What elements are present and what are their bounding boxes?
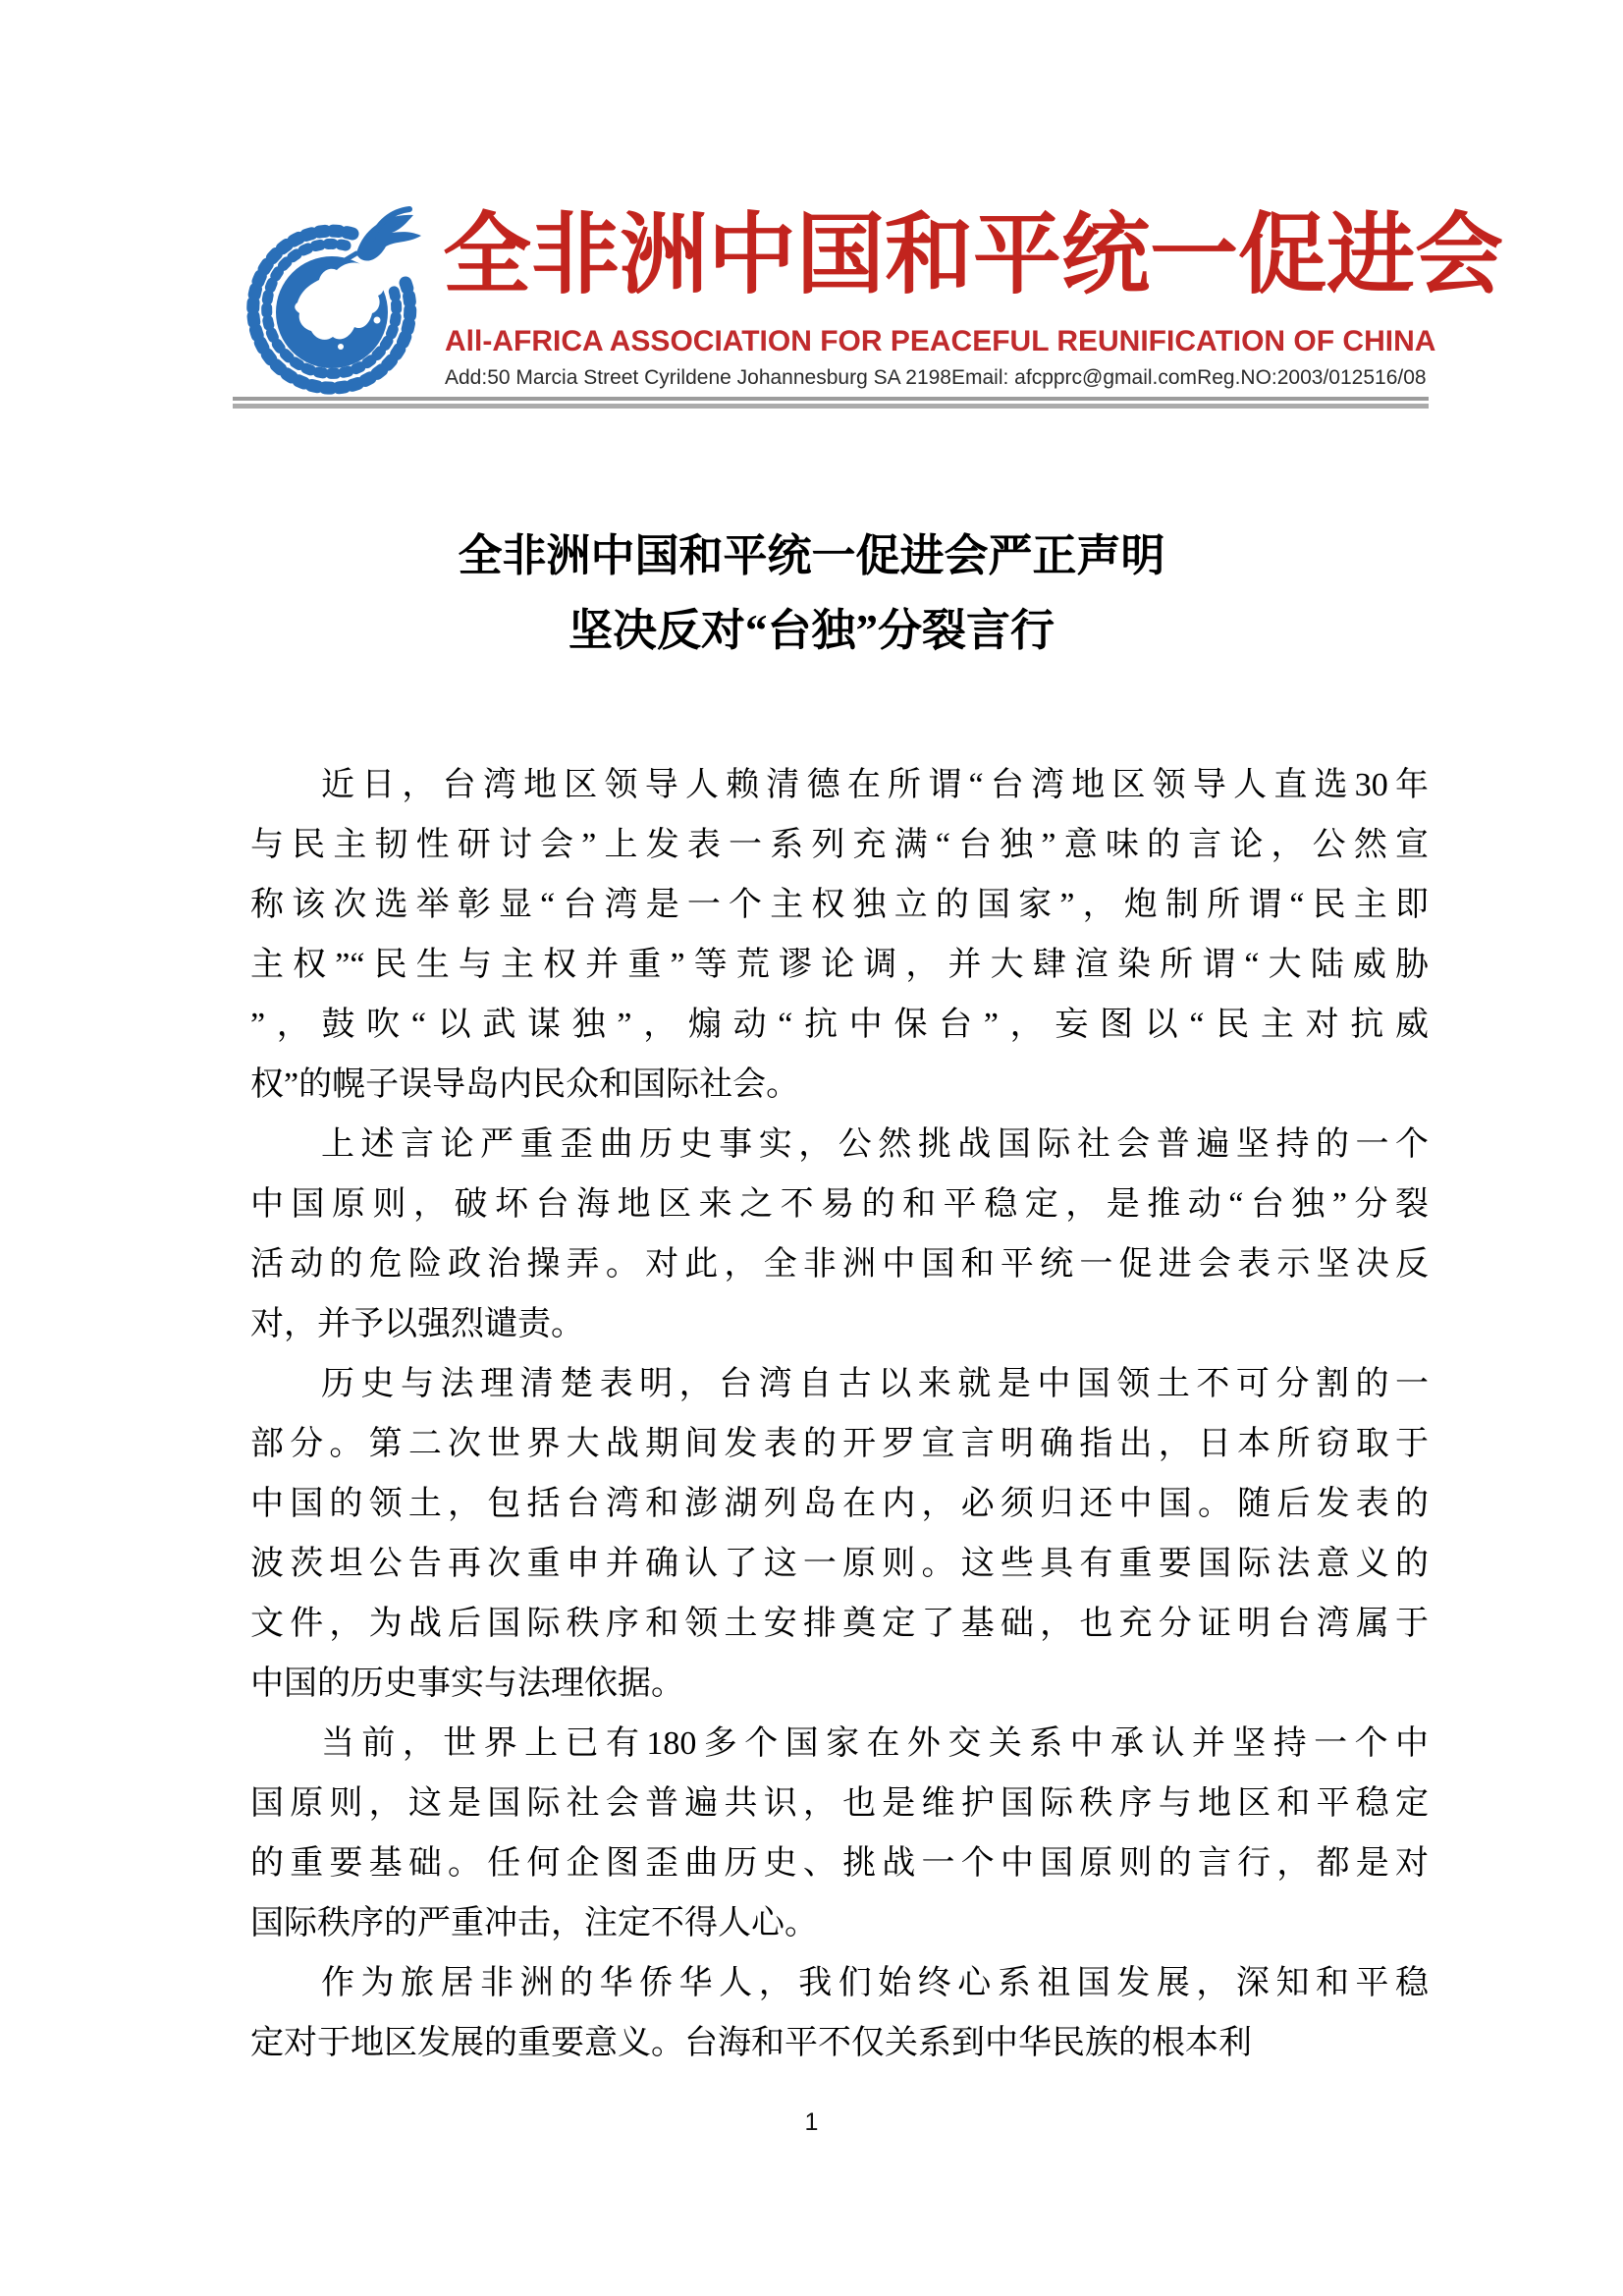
body-line: 主权”“民生与主权并重”等荒谬论调，并大肆渲染所谓“大陆威胁 bbox=[250, 947, 1429, 983]
body-line: 中国的领土，包括台湾和澎湖列岛在内，必须归还中国。随后发表的 bbox=[250, 1486, 1429, 1522]
page-number: 1 bbox=[804, 2108, 819, 2136]
body-line: 称该次选举彰显“台湾是一个主权独立的国家”，炮制所谓“民主即 bbox=[250, 887, 1429, 923]
body-line: 国际秩序的严重冲击，注定不得人心。 bbox=[250, 1905, 818, 1941]
letterhead-email: Email: afcpprc@gmail.com bbox=[951, 366, 1198, 389]
org-name-chinese: 全非洲中国和平统一促进会 bbox=[443, 206, 1503, 304]
body-line: 的重要基础。任何企图歪曲历史、挑战一个中国原则的言行，都是对 bbox=[250, 1845, 1429, 1882]
letterhead-reg-no: Reg.NO:2003/012516/08 bbox=[1197, 366, 1427, 389]
body-line: 作为旅居非洲的华侨华人，我们始终心系祖国发展，深知和平稳 bbox=[321, 1965, 1429, 2001]
body-line: ”，鼓吹“以武谋独”，煽动“抗中保台”，妄图以“民主对抗威 bbox=[250, 1007, 1429, 1043]
body-line: 当前，世界上已有180多个国家在外交关系中承认并坚持一个中 bbox=[321, 1725, 1429, 1762]
divider-line-bottom bbox=[233, 404, 1429, 409]
body-line: 活动的危险政治操弄。对此，全非洲中国和平统一促进会表示坚决反 bbox=[250, 1246, 1429, 1283]
body-line: 权”的幌子误导岛内民众和国际社会。 bbox=[250, 1066, 800, 1103]
document-body bbox=[250, 755, 1429, 2073]
globe-china-dove-wreath-icon bbox=[239, 199, 425, 396]
document-title-line2: 坚决反对“台独”分裂言行 bbox=[568, 606, 1055, 655]
document-title bbox=[0, 519, 1623, 668]
document-title-line1: 全非洲中国和平统一促进会严正声明 bbox=[458, 531, 1165, 580]
body-line: 定对于地区发展的重要意义。台海和平不仅关系到中华民族的根本利 bbox=[250, 2025, 1252, 2061]
letterhead-address: Add:50 Marcia Street Cyrildene Johannesburg SA 2198 bbox=[445, 366, 951, 389]
letterhead-info-row bbox=[445, 366, 1427, 390]
org-name-english: All-AFRICA ASSOCIATION FOR PEACEFUL REUNIFICATION OF CHINA bbox=[445, 325, 1436, 357]
body-line: 中国的历史事实与法理依据。 bbox=[250, 1666, 684, 1702]
body-line: 对，并予以强烈谴责。 bbox=[250, 1306, 584, 1342]
body-line: 国原则，这是国际社会普遍共识，也是维护国际秩序与地区和平稳定 bbox=[250, 1785, 1429, 1822]
body-line: 中国原则，破坏台海地区来之不易的和平稳定，是推动“台独”分裂 bbox=[250, 1186, 1429, 1223]
letterhead-divider bbox=[233, 397, 1429, 410]
association-logo bbox=[239, 199, 425, 396]
body-line: 文件，为战后国际秩序和领土安排奠定了基础，也充分证明台湾属于 bbox=[250, 1606, 1429, 1642]
body-line: 历史与法理清楚表明，台湾自古以来就是中国领土不可分割的一 bbox=[321, 1366, 1429, 1402]
body-line: 部分。第二次世界大战期间发表的开罗宣言明确指出，日本所窃取于 bbox=[250, 1426, 1429, 1462]
body-line: 与民主韧性研讨会”上发表一系列充满“台独”意味的言论，公然宣 bbox=[250, 827, 1429, 863]
body-line: 波茨坦公告再次重申并确认了这一原则。这些具有重要国际法意义的 bbox=[250, 1546, 1429, 1582]
body-line: 上述言论严重歪曲历史事实，公然挑战国际社会普遍坚持的一个 bbox=[321, 1126, 1429, 1163]
body-line: 近日，台湾地区领导人赖清德在所谓“台湾地区领导人直选30年 bbox=[321, 767, 1429, 803]
